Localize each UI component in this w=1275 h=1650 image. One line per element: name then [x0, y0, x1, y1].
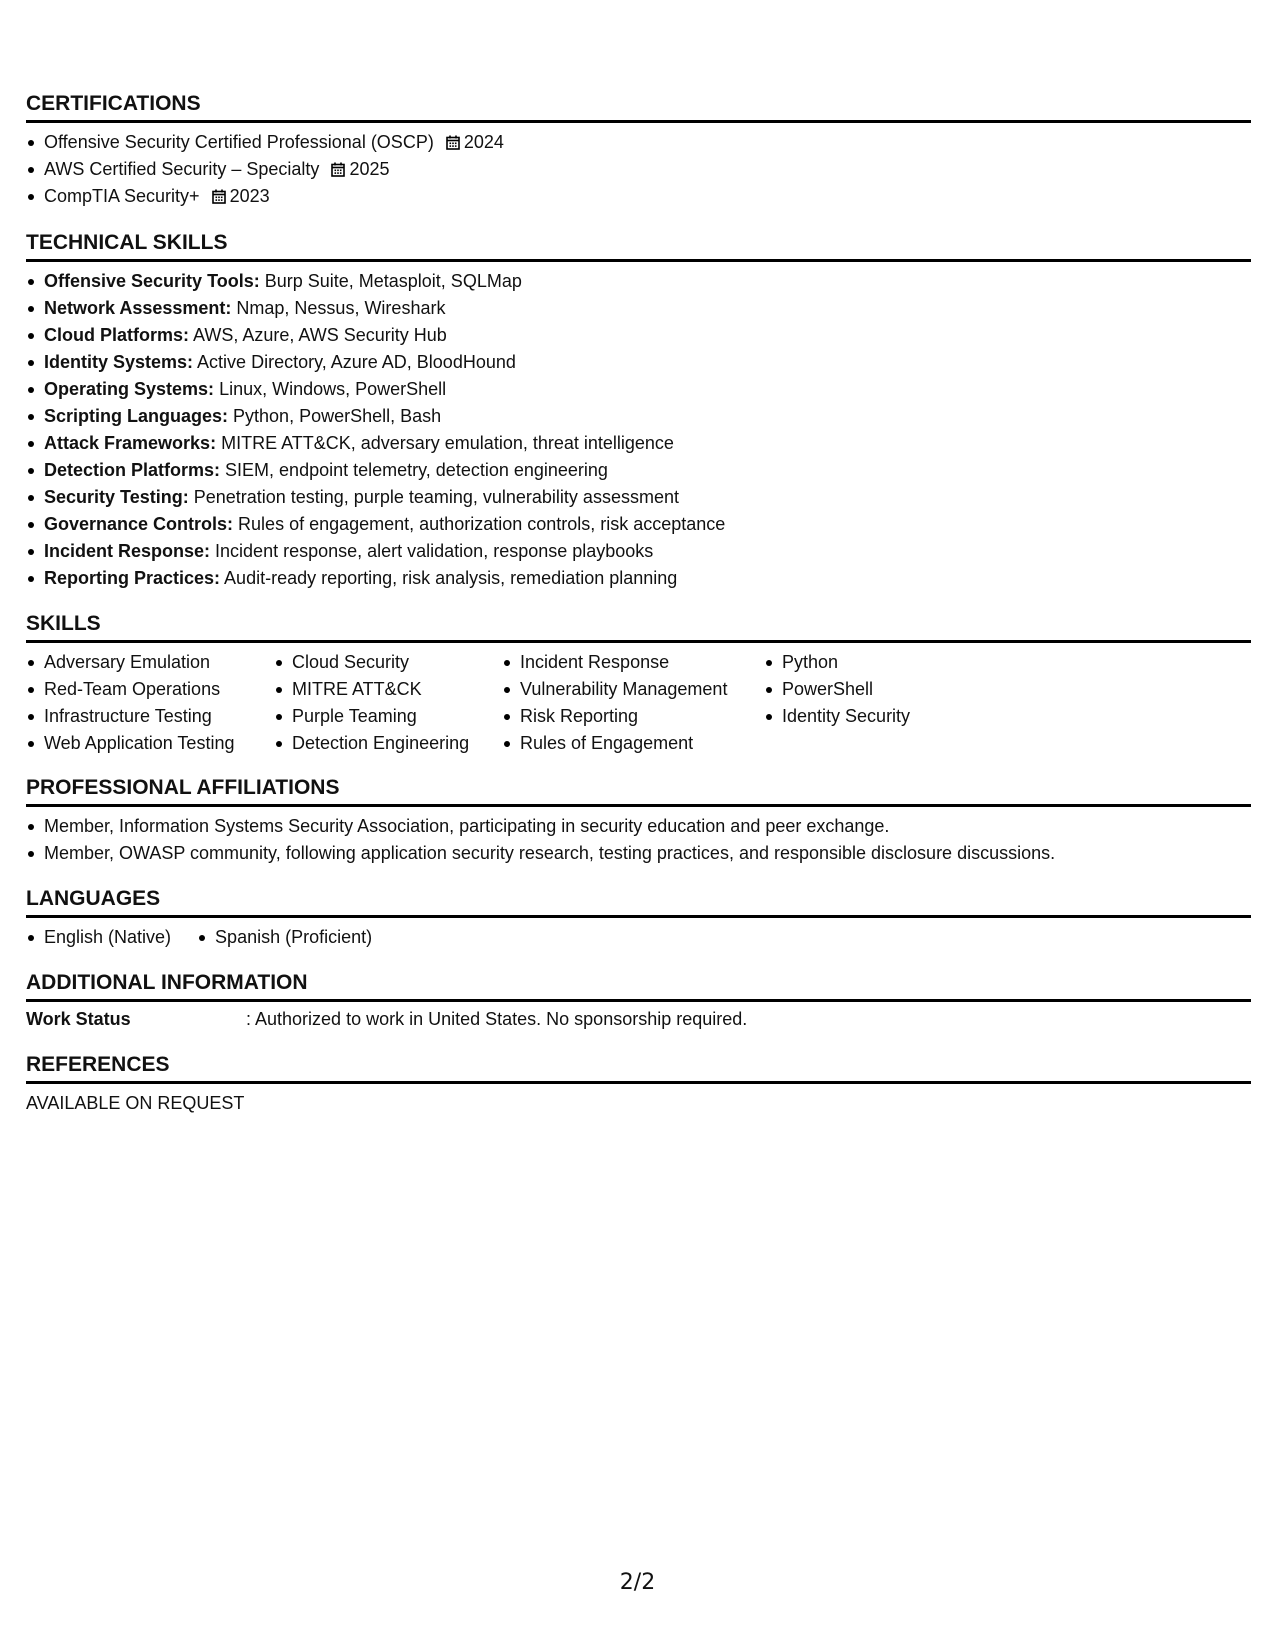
skills-section	[26, 612, 1251, 757]
section-title: TECHNICAL SKILLS	[26, 231, 1251, 262]
skills-column	[26, 649, 254, 757]
certifications-list	[26, 123, 1251, 210]
list-item: Spanish (Proficient)	[197, 924, 372, 951]
calendar-icon	[331, 162, 345, 177]
technical-skills-section	[26, 231, 1251, 592]
list-item: Identity Security	[764, 703, 964, 730]
list-item: Web Application Testing	[26, 730, 254, 757]
list-item: Member, Information Systems Security Association, participating in security education and peer exchange.	[26, 813, 1251, 840]
list-item: AWS Certified Security – Specialty 2025	[26, 156, 1251, 183]
list-item: Network Assessment: Nmap, Nessus, Wireshark	[26, 295, 1251, 322]
additional-info-section	[26, 971, 1251, 1033]
skills-grid	[26, 643, 1251, 757]
skills-column	[502, 649, 744, 757]
languages-section	[26, 887, 1251, 951]
languages-list	[26, 918, 1251, 951]
section-title: ADDITIONAL INFORMATION	[26, 971, 1251, 1002]
section-title: PROFESSIONAL AFFILIATIONS	[26, 776, 1251, 807]
work-status-row	[26, 1002, 1251, 1033]
list-item: Rules of Engagement	[502, 730, 744, 757]
list-item: Offensive Security Certified Professional (OSCP) 2024	[26, 129, 1251, 156]
list-item: MITRE ATT&CK	[274, 676, 482, 703]
list-item: Attack Frameworks: MITRE ATT&CK, adversary emulation, threat intelligence	[26, 430, 1251, 457]
certifications-section	[26, 92, 1251, 210]
list-item: Purple Teaming	[274, 703, 482, 730]
references-section	[26, 1053, 1251, 1117]
list-item: Security Testing: Penetration testing, purple teaming, vulnerability assessment	[26, 484, 1251, 511]
skills-column	[274, 649, 482, 757]
page-number: 2/2	[619, 1570, 656, 1595]
section-title: LANGUAGES	[26, 887, 1251, 918]
list-item: Operating Systems: Linux, Windows, PowerShell	[26, 376, 1251, 403]
list-item: Risk Reporting	[502, 703, 744, 730]
list-item: Detection Engineering	[274, 730, 482, 757]
list-item: Adversary Emulation	[26, 649, 254, 676]
list-item: Incident Response	[502, 649, 744, 676]
affiliations-section	[26, 776, 1251, 867]
references-text: AVAILABLE ON REQUEST	[26, 1093, 245, 1113]
section-title: REFERENCES	[26, 1053, 1251, 1084]
calendar-icon	[446, 135, 460, 150]
list-item: CompTIA Security+ 2023	[26, 183, 1251, 210]
list-item: Red-Team Operations	[26, 676, 254, 703]
list-item: Governance Controls: Rules of engagement, authorization controls, risk acceptance	[26, 511, 1251, 538]
work-status-value: : Authorized to work in United States. No sponsorship required.	[246, 1009, 748, 1029]
skills-column	[764, 649, 964, 757]
list-item: Reporting Practices: Audit-ready reporting, risk analysis, remediation planning	[26, 565, 1251, 592]
section-title: CERTIFICATIONS	[26, 92, 1251, 123]
list-item: Scripting Languages: Python, PowerShell, Bash	[26, 403, 1251, 430]
list-item: PowerShell	[764, 676, 964, 703]
list-item: Member, OWASP community, following application security research, testing practices, and responsible disclosure discussions.	[26, 840, 1251, 867]
list-item: Offensive Security Tools: Burp Suite, Metasploit, SQLMap	[26, 268, 1251, 295]
list-item: Infrastructure Testing	[26, 703, 254, 730]
section-title: SKILLS	[26, 612, 1251, 643]
list-item: Detection Platforms: SIEM, endpoint telemetry, detection engineering	[26, 457, 1251, 484]
list-item: Incident Response: Incident response, alert validation, response playbooks	[26, 538, 1251, 565]
list-item: Vulnerability Management	[502, 676, 744, 703]
technical-skills-list	[26, 262, 1251, 592]
work-status-label: Work Status	[26, 1009, 131, 1029]
list-item: Python	[764, 649, 964, 676]
calendar-icon	[212, 189, 226, 204]
list-item: Cloud Security	[274, 649, 482, 676]
list-item: English (Native)	[26, 924, 171, 951]
affiliations-list	[26, 807, 1251, 867]
list-item: Cloud Platforms: AWS, Azure, AWS Security Hub	[26, 322, 1251, 349]
list-item: Identity Systems: Active Directory, Azure AD, BloodHound	[26, 349, 1251, 376]
